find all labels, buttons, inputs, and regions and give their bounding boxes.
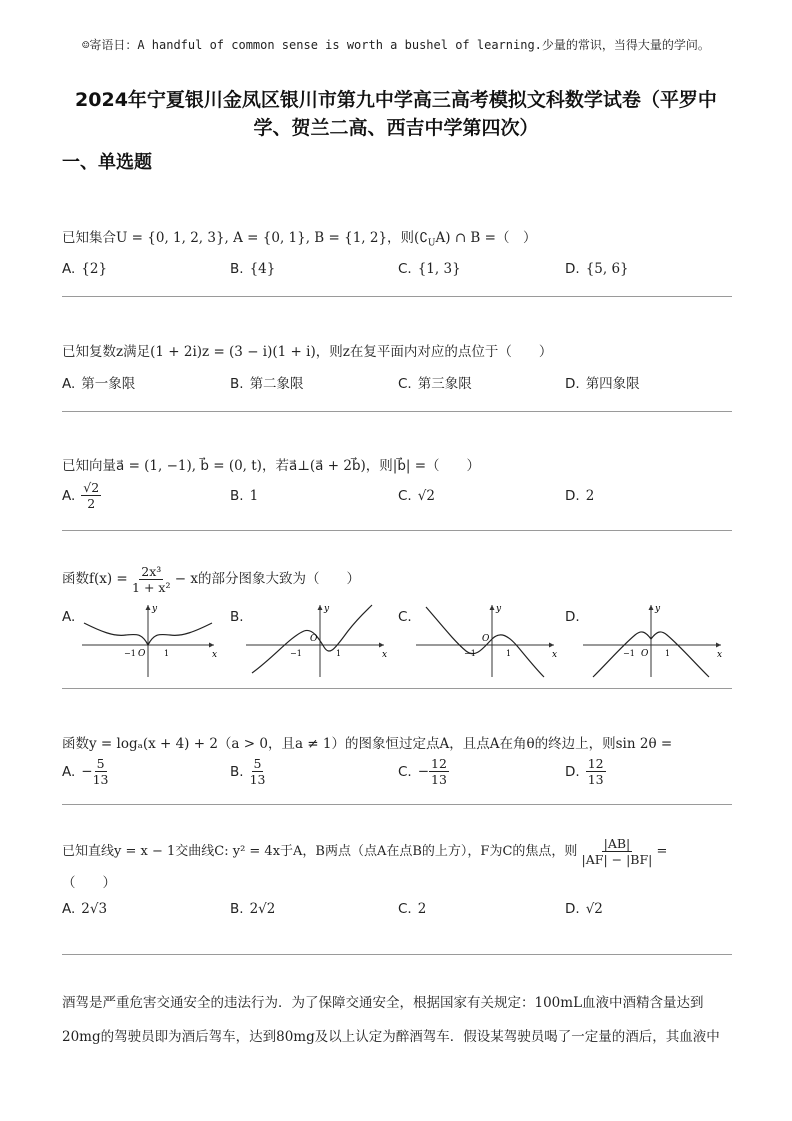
option-letter: C. [398, 763, 412, 780]
x-label: x [552, 650, 558, 660]
fraction-denominator: 13 [431, 772, 447, 787]
fraction-denominator: 13 [587, 772, 604, 787]
x-arrow [549, 643, 554, 648]
option-b[interactable] [230, 901, 275, 917]
question-1-stem-sub: U [427, 238, 436, 249]
option-letter: D. [565, 901, 580, 917]
paragraph-line-2: 20mg的驾驶员即为酒后驾车，达到80mg及以上认定为醉酒驾车．假设某驾驶员喝了一定量的酒后，其血液中 [62, 1029, 720, 1045]
option-fraction [429, 756, 449, 787]
x-arrow [716, 643, 721, 648]
option-b[interactable] [230, 261, 275, 277]
divider [62, 530, 732, 531]
option-text: 1 [249, 488, 259, 504]
y-label: y [496, 604, 502, 614]
tick-label: 1 [164, 649, 170, 658]
option-c[interactable] [398, 261, 461, 277]
option-a[interactable] [62, 901, 107, 917]
tick-label: −1 [124, 649, 136, 658]
question-2 [62, 340, 732, 406]
divider [62, 411, 732, 412]
y-arrow [318, 605, 323, 610]
option-d[interactable] [565, 901, 603, 917]
option-a[interactable] [62, 756, 109, 787]
option-letter: D. [565, 376, 580, 392]
option-sign: − [417, 763, 430, 780]
option-letter: A. [62, 901, 76, 917]
graph-options [62, 601, 732, 681]
option-letter: B. [230, 488, 244, 504]
option-text: 第四象限 [585, 376, 640, 392]
origin-label: O [138, 649, 146, 659]
section-heading: 一、单选题 [62, 152, 152, 173]
fraction-denominator: 1 + x² [132, 580, 171, 595]
option-c[interactable] [398, 901, 426, 917]
option-letter: B. [230, 260, 244, 277]
option-letter: A. [62, 763, 76, 780]
question-5 [62, 732, 732, 796]
option-letter: A. [62, 487, 76, 504]
question-7-paragraph [62, 986, 738, 1054]
divider [62, 296, 732, 297]
option-letter: B. [230, 376, 244, 392]
title-line-1: 2024年宁夏银川金凤区银川市第九中学高三高考模拟文科数学试卷（平罗中 [75, 89, 717, 111]
option-a[interactable] [62, 480, 101, 511]
option-b[interactable] [230, 488, 258, 504]
option-text: 2√2 [249, 901, 276, 917]
fraction-numerator: 5 [96, 756, 105, 771]
question-6-options [62, 901, 732, 935]
x-label: x [212, 650, 218, 660]
tick-label: 1 [665, 649, 671, 658]
option-letter: D. [565, 609, 580, 625]
x-label: x [382, 650, 388, 660]
tick-label: 1 [506, 649, 512, 658]
question-5-options [62, 756, 732, 796]
question-6-stem [62, 836, 732, 867]
question-4 [62, 564, 732, 681]
stem-part: − x的部分图象大致为（ ） [174, 571, 360, 587]
option-letter: C. [398, 376, 412, 392]
option-a[interactable] [62, 261, 107, 277]
y-arrow [649, 605, 654, 610]
option-text: {4} [249, 260, 276, 277]
fraction-denominator: 13 [92, 772, 109, 787]
tick-label: −1 [464, 649, 476, 658]
graph-d [581, 601, 741, 681]
x-arrow [209, 643, 214, 648]
question-1-stem-text: 已知集合U = {0, 1, 2, 3}, A = {0, 1}, B = {1, 2}，则(∁ [62, 230, 428, 246]
option-fraction [586, 756, 606, 787]
option-b[interactable] [230, 756, 265, 787]
stem-part: 已知直线y = x − 1交曲线C: y² = 4x于A，B两点（点A在点B的上方），F为C的焦点，则 [62, 844, 578, 859]
option-c[interactable] [398, 756, 449, 787]
motto: ☺寄语日：A handful of common sense is worth a bushel of learning.少量的常识，当得大量的学问。 [82, 38, 710, 52]
title-line-2: 学、贺兰二高、西吉中学第四次） [253, 117, 539, 139]
question-3 [62, 454, 732, 524]
option-letter: D. [565, 260, 580, 277]
option-d[interactable] [565, 488, 594, 504]
option-letter: D. [565, 488, 580, 504]
option-text: 2√3 [81, 901, 108, 917]
stem-part: 函数f(x) = [62, 571, 128, 587]
fraction-denominator: 2 [87, 496, 96, 511]
tick-label: 1 [336, 649, 342, 658]
option-c[interactable] [398, 372, 472, 392]
fraction-numerator: 5 [253, 756, 262, 771]
page-title [40, 86, 752, 142]
option-text: {1, 3} [417, 260, 461, 277]
option-text: 第一象限 [81, 376, 136, 392]
option-text: √2 [585, 901, 603, 917]
paragraph-line-1: 酒驾是严重危害交通安全的违法行为．为了保障交通安全，根据国家有关规定：100mL血液中酒精含量达到 [62, 995, 704, 1011]
question-5-stem: 函数y = logₐ(x + 4) + 2（a > 0，且a ≠ 1）的图象恒过定点A，且点A在角θ的终边上，则sin 2θ = [62, 736, 673, 752]
fraction-numerator: √2 [83, 480, 100, 495]
stem-fraction [582, 836, 653, 867]
question-2-options [62, 372, 732, 406]
question-2-stem: 已知复数z满足(1 + 2i)z = (3 − i)(1 + i)，则z在复平面内对应的点位于（ ） [62, 344, 553, 360]
divider [62, 688, 732, 689]
origin-label: O [482, 634, 490, 644]
option-d[interactable] [565, 261, 629, 277]
option-text: 第三象限 [417, 376, 472, 392]
option-a[interactable] [62, 372, 135, 392]
option-b[interactable] [230, 372, 304, 392]
option-fraction [93, 756, 109, 787]
option-letter: B. [230, 901, 244, 917]
option-d[interactable] [565, 372, 640, 392]
origin-label: O [641, 649, 649, 659]
fraction-numerator: 12 [431, 756, 447, 771]
question-6 [62, 836, 732, 935]
option-letter: C. [398, 488, 412, 504]
option-c[interactable] [398, 488, 435, 504]
option-letter: B. [230, 763, 244, 780]
option-text: √2 [417, 488, 435, 504]
x-arrow [379, 643, 384, 648]
y-arrow [490, 605, 495, 610]
option-d[interactable] [565, 756, 606, 787]
divider [62, 954, 732, 955]
option-text: 第二象限 [249, 376, 304, 392]
option-fraction [81, 480, 101, 511]
option-letter: C. [398, 609, 412, 625]
x-label: x [717, 650, 723, 660]
option-letter: A. [62, 260, 76, 277]
option-letter: D. [565, 763, 580, 780]
tick-label: −1 [623, 649, 635, 658]
question-1-options [62, 261, 732, 295]
option-text: 2 [417, 901, 427, 917]
origin-label: O [310, 634, 318, 644]
option-text: {2} [81, 260, 108, 277]
graph-a [80, 601, 240, 681]
option-sign: − [81, 763, 93, 780]
question-6-stem-line-2: （ ） [62, 875, 116, 891]
divider [62, 804, 732, 805]
option-letter: C. [398, 901, 412, 917]
option-letter: A. [62, 609, 76, 625]
question-4-stem [62, 564, 732, 595]
graph-c [414, 601, 574, 681]
y-arrow [146, 605, 151, 610]
question-1-stem-tail: A) ∩ B =（ ） [435, 230, 537, 246]
option-letter: C. [398, 260, 412, 277]
stem-part: = [656, 844, 668, 859]
fraction-numerator: 2x³ [141, 564, 162, 579]
question-3-stem: 已知向量a⃗ = (1, −1), b⃗ = (0, t)，若a⃗⊥(a⃗ + 2b⃗)，则|b⃗| =（ ） [62, 458, 481, 474]
fraction-numerator: |AB| [603, 836, 631, 851]
graph-b [244, 601, 404, 681]
option-letter: A. [62, 376, 76, 392]
question-1 [62, 226, 732, 295]
option-letter: B. [230, 609, 244, 625]
stem-fraction [132, 564, 170, 595]
y-label: y [152, 604, 158, 614]
question-1-stem [62, 226, 732, 249]
fraction-denominator: 13 [249, 772, 266, 787]
tick-label: −1 [290, 649, 302, 658]
option-fraction [250, 756, 266, 787]
fraction-denominator: |AF| − |BF| [581, 852, 653, 867]
option-text: {5, 6} [585, 260, 629, 277]
y-label: y [324, 604, 330, 614]
option-text: 2 [585, 488, 595, 504]
y-label: y [655, 604, 661, 614]
question-3-options [62, 480, 732, 524]
fraction-numerator: 12 [587, 756, 604, 771]
